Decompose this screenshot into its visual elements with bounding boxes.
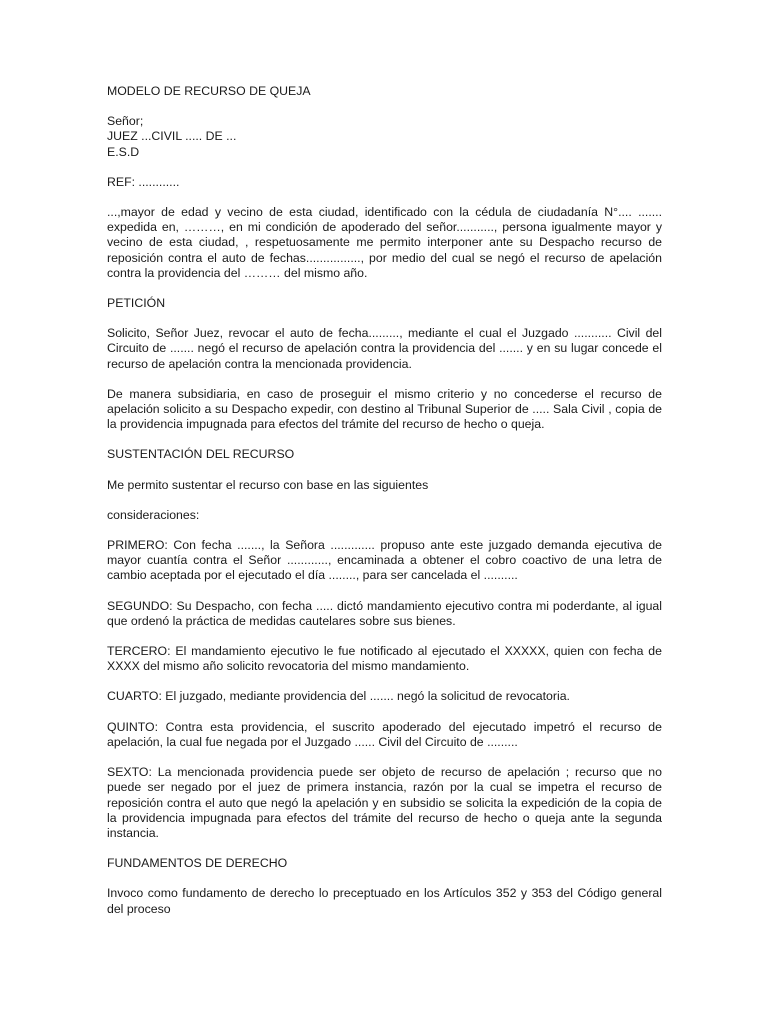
address-line-esd: E.S.D	[107, 144, 140, 159]
cuarto-paragraph: CUARTO: El juzgado, mediante providencia del ....... negó la solicitud de revocatoria.	[107, 689, 570, 704]
address-line-judge: JUEZ ...CIVIL ..... DE ...	[107, 129, 237, 144]
fundamentos-paragraph: Invoco como fundamento de derecho lo preceptuado en los Artículos 352 y 353 del Código general del proceso	[107, 886, 662, 916]
primero-paragraph: PRIMERO: Con fecha ......., la Señora ............. propuso ante este juzgado demanda ejecutiva de mayor cuantía contra el Señor ............, encaminada a obtener el cobro coactivo de una letra de cambio aceptada por el ejecutado el día ........, para ser cancelada el ..........	[107, 538, 662, 583]
sexto-paragraph: SEXTO: La mencionada providencia puede ser objeto de recurso de apelación ; recurso que no puede ser negado por el juez de primera instancia, razón por la cual se impetra el recurso de reposición contra el auto que negó la apelación y en subsidio se solicita la expedición de la copia de la providencia impugnada para efectos del trámite del recurso de hecho o queja ante la segunda instancia.	[107, 765, 662, 840]
sustentacion-paragraph-1: Me permito sustentar el recurso con base en las siguientes	[107, 477, 429, 492]
address-line-salutation: Señor;	[107, 114, 144, 129]
peticion-paragraph-1: Solicito, Señor Juez, revocar el auto de fecha........., mediante el cual el Juzgado ........... Civil del Circuito de ....... negó el recurso de apelación contra la providencia del ....... y en su lugar concede el recurso de apelación contra la mencionada providencia.	[107, 326, 662, 371]
address-block	[107, 114, 662, 160]
sustentacion-paragraph-2: consideraciones:	[107, 507, 200, 522]
quinto-paragraph: QUINTO: Contra esta providencia, el suscrito apoderado del ejecutado impetró el recurso de apelación, la cual fue negada por el Juzgado ...... Civil del Circuito de .........	[107, 719, 662, 749]
sustentacion-heading: SUSTENTACIÓN DEL RECURSO	[107, 447, 295, 462]
segundo-paragraph: SEGUNDO: Su Despacho, con fecha ..... dictó mandamiento ejecutivo contra mi poderdante, al igual que ordenó la práctica de medidas cautelares sobre sus bienes.	[107, 598, 662, 628]
peticion-heading: PETICIÓN	[107, 296, 166, 311]
fundamentos-heading: FUNDAMENTOS DE DERECHO	[107, 856, 288, 871]
document-title: MODELO DE RECURSO DE QUEJA	[107, 84, 311, 98]
intro-paragraph: ...,mayor de edad y vecino de esta ciudad, identificado con la cédula de ciudadanía N°.... ....... expedida en, ………, en mi condición de apoderado del señor..........., persona igualmente mayor y vecino de esta ciudad, , respetuosamente me permito interponer ante su Despacho recurso de reposición contra el auto de fechas................, por medio del cual se negó el recurso de apelación contra la providencia del ……… del mismo año.	[107, 205, 662, 280]
peticion-paragraph-2: De manera subsidiaria, en caso de proseguir el mismo criterio y no concederse el recurso de apelación solicito a su Despacho expedir, con destino al Tribunal Superior de ..... Sala Civil , copia de la providencia impugnada para efectos del trámite del recurso de hecho o queja.	[107, 386, 662, 432]
reference-line: REF: ............	[107, 174, 180, 189]
tercero-paragraph: TERCERO: El mandamiento ejecutivo le fue notificado al ejecutado el XXXXX, quien con fecha de XXXX del mismo año solicito revocatoria del mismo mandamiento.	[107, 644, 662, 674]
